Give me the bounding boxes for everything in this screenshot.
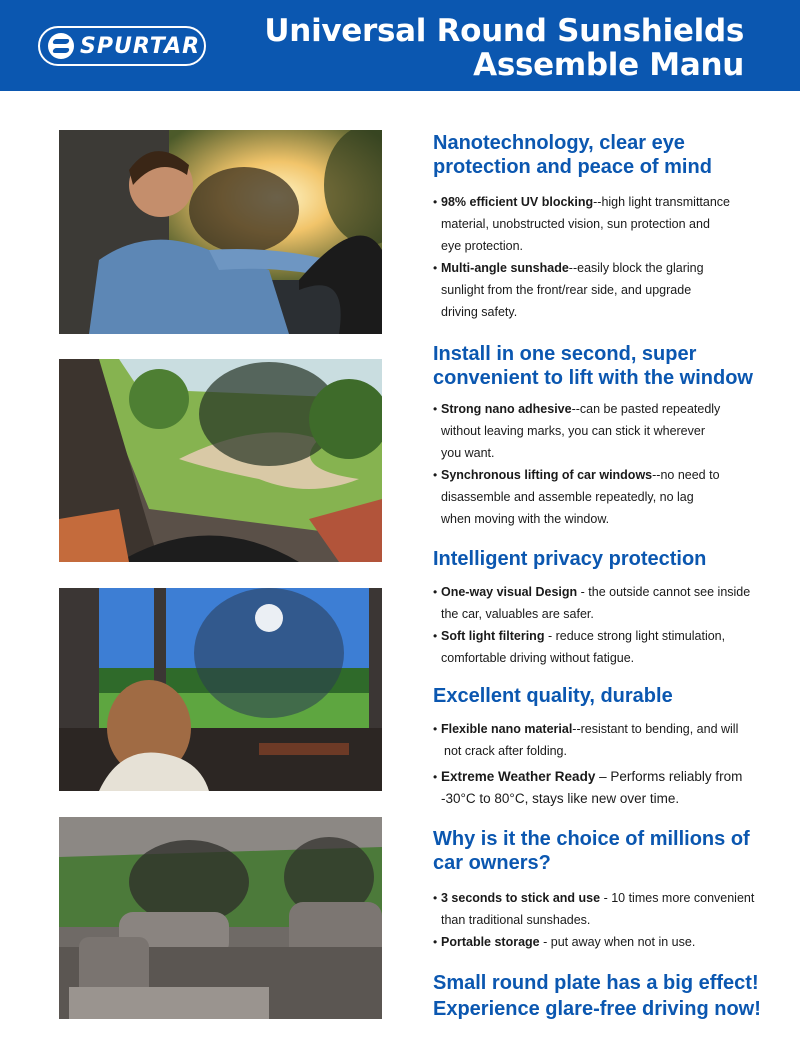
bullet-text: --high light transmittance: [593, 195, 730, 209]
bullet-item: [433, 581, 793, 625]
bullet-item: [433, 931, 793, 953]
bullet-text: --resistant to bending, and will: [572, 722, 739, 736]
bullet-line: driving safety.: [441, 305, 518, 319]
bullet-line: disassemble and assemble repeatedly, no lag: [441, 490, 694, 504]
heading-line: Excellent quality, durable: [433, 685, 673, 707]
photo-driver-sunshield: [59, 130, 382, 334]
heading-line: Intelligent privacy protection: [433, 548, 707, 570]
section-install: [433, 342, 793, 530]
bullet-text: --can be pasted repeatedly: [571, 402, 721, 416]
bullet-item: [433, 718, 793, 762]
section-quality: [433, 684, 793, 810]
bullet-line: sunlight from the front/rear side, and upgrade: [441, 283, 692, 297]
bullet-line: comfortable driving without fatigue.: [441, 651, 635, 665]
section-privacy: [433, 547, 793, 669]
bullet-text: - 10 times more convenient: [600, 891, 755, 905]
heading-line: Install in one second, super: [433, 343, 697, 365]
bullet-line: the car, valuables are safer.: [441, 607, 594, 621]
bullet-item: [433, 257, 793, 323]
bullet-item: [433, 766, 793, 810]
bullet-text: - put away when not in use.: [539, 935, 696, 949]
bullet-line: -30°C to 80°C, stays like new over time.: [441, 791, 680, 806]
bullet-text: - reduce strong light stimulation,: [544, 629, 726, 643]
brand-logo: [38, 26, 206, 66]
bullet-bold: 3 seconds to stick and use: [441, 891, 601, 905]
bullet-bold: Strong nano adhesive: [441, 402, 572, 416]
bullet-line: you want.: [441, 446, 495, 460]
photo-rear-cabin: [59, 817, 382, 1019]
bullet-bold: Flexible nano material: [441, 722, 573, 736]
page-title-line1: Universal Round Sunshields: [264, 13, 744, 49]
bullet-line: material, unobstructed vision, sun protection and: [441, 217, 710, 231]
bullet-item: [433, 464, 793, 530]
bullet-text: --no need to: [652, 468, 720, 482]
bullet-bold: Extreme Weather Ready: [441, 769, 596, 784]
closing-line: Small round plate has a big effect!: [433, 972, 759, 994]
brand-name: SPURTAR: [80, 33, 201, 59]
section-heading: [433, 547, 793, 571]
bullet-item: [433, 625, 793, 669]
closing-heading: [433, 970, 793, 1022]
section-heading: [433, 827, 793, 875]
heading-line: convenient to lift with the window: [433, 367, 753, 389]
section-heading: [433, 684, 793, 708]
section-nanotechnology: [433, 131, 793, 323]
bullet-bold: Synchronous lifting of car windows: [441, 468, 653, 482]
section-why-choice: [433, 827, 793, 953]
heading-line: Why is it the choice of millions of: [433, 828, 750, 850]
heading-line: Nanotechnology, clear eye: [433, 132, 685, 154]
bullet-bold: Multi-angle sunshade: [441, 261, 569, 275]
section-heading: [433, 131, 793, 179]
bullet-bold: One-way visual Design: [441, 585, 578, 599]
bullet-text: – Performs reliably from: [595, 769, 743, 784]
heading-line: car owners?: [433, 852, 551, 874]
bullet-text: --easily block the glaring: [568, 261, 704, 275]
bullet-line: than traditional sunshades.: [441, 913, 591, 927]
header-banner: [0, 0, 800, 91]
bullet-line: eye protection.: [441, 239, 523, 253]
photo-side-window-road: [59, 359, 382, 562]
bullet-line: not crack after folding.: [444, 744, 567, 758]
bullet-item: [433, 398, 793, 464]
bullet-text: - the outside cannot see inside: [577, 585, 751, 599]
photo-child-window: [59, 588, 382, 791]
bullet-bold: Soft light filtering: [441, 629, 545, 643]
section-heading: [433, 342, 793, 390]
page-title: [264, 14, 744, 82]
bullet-item: [433, 191, 793, 257]
bullet-bold: 98% efficient UV blocking: [441, 195, 594, 209]
bullet-line: without leaving marks, you can stick it wherever: [441, 424, 705, 438]
heading-line: protection and peace of mind: [433, 156, 712, 178]
brand-logo-icon: [48, 33, 74, 59]
bullet-item: [433, 887, 793, 931]
bullet-bold: Portable storage: [441, 935, 540, 949]
closing-tagline: [433, 970, 793, 1022]
closing-line: Experience glare-free driving now!: [433, 998, 761, 1020]
bullet-line: when moving with the window.: [441, 512, 610, 526]
page-title-line2: Assemble Manu: [473, 47, 744, 83]
